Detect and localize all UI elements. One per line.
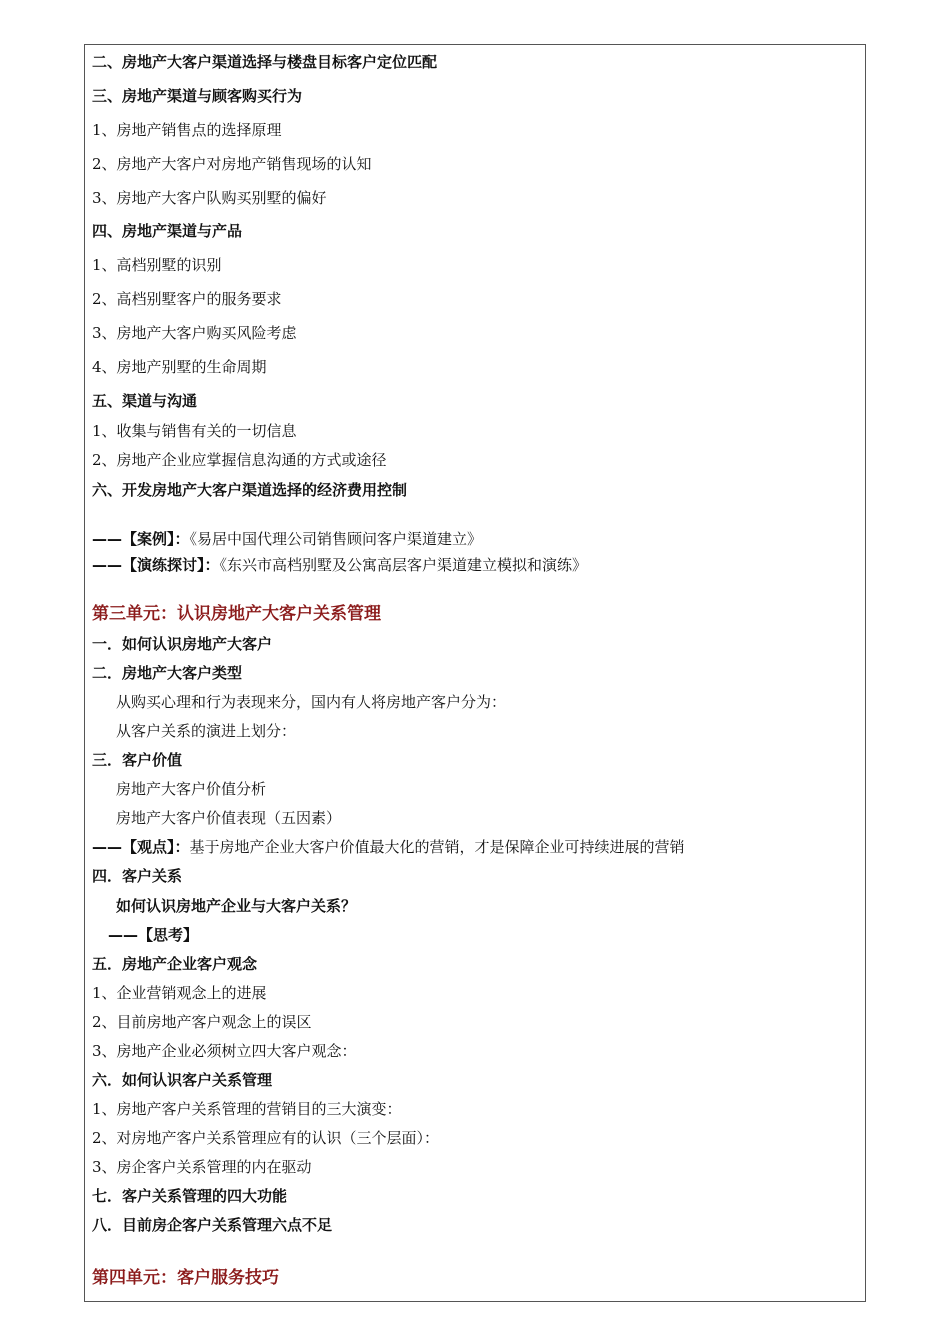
viewpoint-label: ——【观点】： bbox=[92, 838, 190, 856]
heading: 一．如何认识房地产大客户 bbox=[92, 635, 273, 653]
heading: 三．客户价值 bbox=[92, 751, 183, 769]
heading-3: 三、房地产渠道与顾客购买行为 bbox=[92, 87, 303, 105]
text-line: 从客户关系的演进上划分： bbox=[116, 722, 297, 740]
heading-5: 五、渠道与沟通 bbox=[92, 392, 198, 410]
list-item: 1、收集与销售有关的一切信息 bbox=[92, 422, 297, 440]
viewpoint-line bbox=[92, 837, 685, 857]
question-line: 如何认识房地产企业与大客户关系？ bbox=[116, 897, 357, 915]
list-item: 2、目前房地产客户观念上的误区 bbox=[92, 1013, 312, 1031]
case-label: ——【案例】： bbox=[92, 530, 190, 548]
list-item: 3、房地产大客户购买风险考虑 bbox=[92, 324, 297, 342]
text-line: 从购买心理和行为表现来分，国内有人将房地产客户分为： bbox=[116, 693, 507, 711]
heading-4: 四、房地产渠道与产品 bbox=[92, 222, 243, 240]
heading: 二．房地产大客户类型 bbox=[92, 664, 243, 682]
heading: 六．如何认识客户关系管理 bbox=[92, 1071, 273, 1089]
list-item: 4、房地产别墅的生命周期 bbox=[92, 358, 267, 376]
list-item: 3、房地产大客户队购买别墅的偏好 bbox=[92, 189, 327, 207]
think-label: ——【思考】 bbox=[108, 926, 199, 944]
practice-line bbox=[92, 555, 587, 575]
list-item: 1、企业营销观念上的进展 bbox=[92, 984, 267, 1002]
heading: 五．房地产企业客户观念 bbox=[92, 955, 258, 973]
list-item: 2、高档别墅客户的服务要求 bbox=[92, 290, 282, 308]
text-line: 房地产大客户价值表现（五因素） bbox=[116, 809, 342, 827]
viewpoint-text: 基于房地产企业大客户价值最大化的营销，才是保障企业可持续进展的营销 bbox=[189, 838, 685, 856]
list-item: 2、房地产企业应掌握信息沟通的方式或途径 bbox=[92, 451, 387, 469]
list-item: 1、房地产客户关系管理的营销目的三大演变： bbox=[92, 1100, 402, 1118]
heading: 四．客户关系 bbox=[92, 867, 183, 885]
practice-text: 《东兴市高档别墅及公寓高层客户渠道建立模拟和演练》 bbox=[219, 556, 588, 574]
practice-label: ——【演练探讨】： bbox=[92, 556, 220, 574]
list-item: 1、高档别墅的识别 bbox=[92, 256, 222, 274]
case-text: 《易居中国代理公司销售顾问客户渠道建立》 bbox=[189, 530, 483, 548]
list-item: 2、房地产大客户对房地产销售现场的认知 bbox=[92, 155, 372, 173]
heading: 八．目前房企客户关系管理六点不足 bbox=[92, 1216, 333, 1234]
unit4-title: 第四单元：客户服务技巧 bbox=[92, 1268, 279, 1288]
heading: 七．客户关系管理的四大功能 bbox=[92, 1187, 288, 1205]
case-line bbox=[92, 529, 482, 549]
list-item: 2、对房地产客户关系管理应有的认识（三个层面）： bbox=[92, 1129, 440, 1147]
list-item: 3、房企客户关系管理的内在驱动 bbox=[92, 1158, 312, 1176]
unit3-title: 第三单元：认识房地产大客户关系管理 bbox=[92, 604, 381, 624]
heading-6: 六、开发房地产大客户渠道选择的经济费用控制 bbox=[92, 481, 408, 499]
text-line: 房地产大客户价值分析 bbox=[116, 780, 267, 798]
list-item: 3、房地产企业必须树立四大客户观念： bbox=[92, 1042, 357, 1060]
heading-2: 二、房地产大客户渠道选择与楼盘目标客户定位匹配 bbox=[92, 53, 438, 71]
list-item: 1、房地产销售点的选择原理 bbox=[92, 121, 282, 139]
